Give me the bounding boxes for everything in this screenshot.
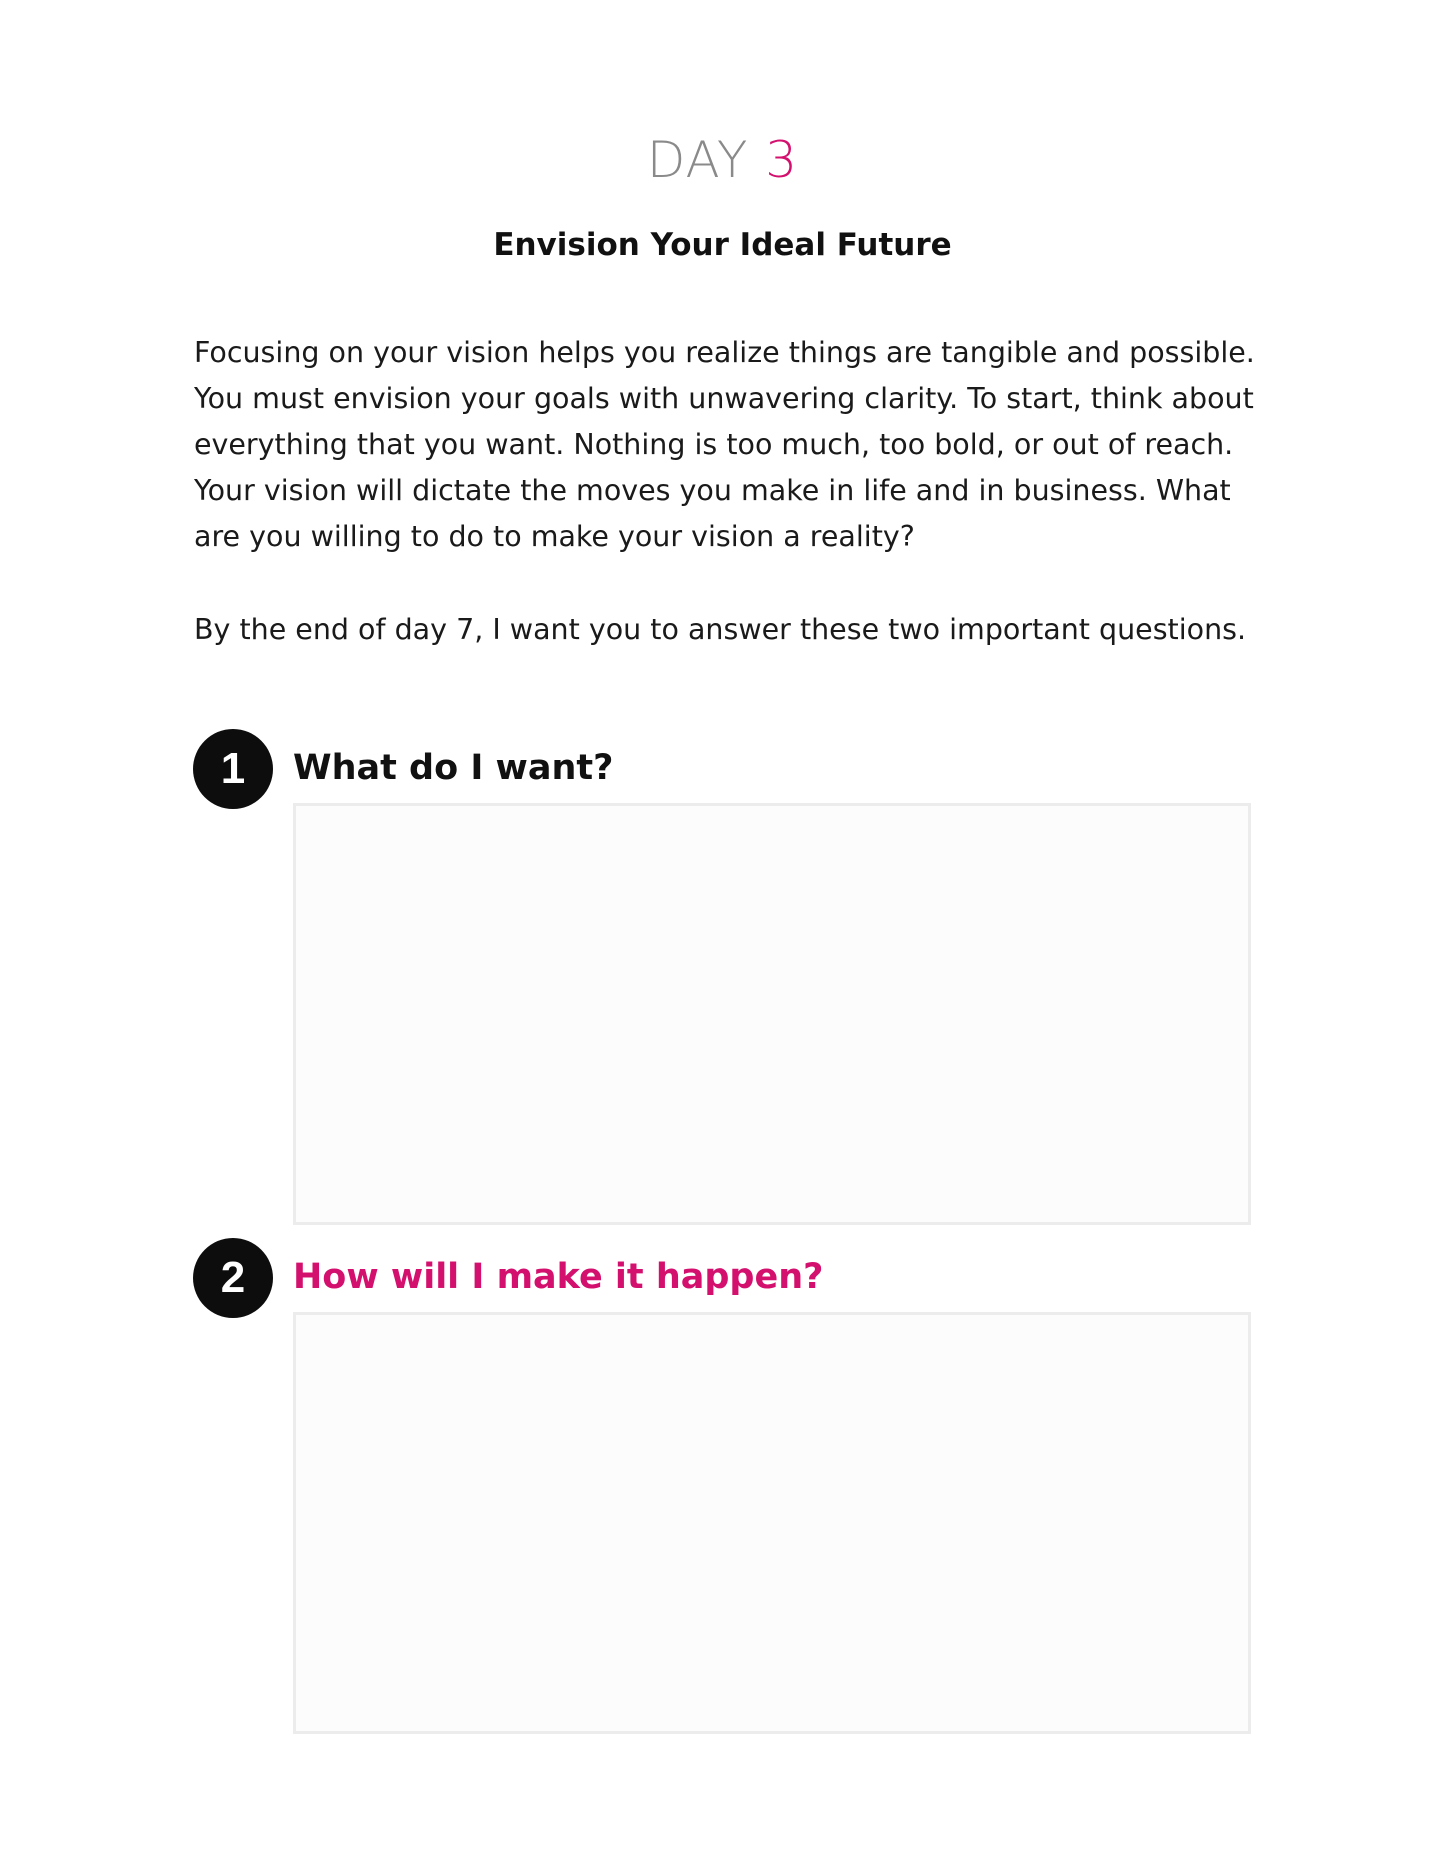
intro-paragraph: Focusing on your vision helps you realize things are tangible and possible. You must envision your goals with unwavering clarity. To start, think about everything that you want. Nothing is too much, too bold, or out of reach. Your vision will dictate the moves you make in life and in business. What are you willing to do to make your vision a reality?: [194, 336, 1255, 553]
question-2-heading: How will I make it happen?: [293, 1257, 824, 1297]
day-number: 3: [765, 131, 799, 189]
page-subtitle: Envision Your Ideal Future: [493, 227, 952, 263]
instruction-paragraph: By the end of day 7, I want you to answer these two important questions.: [194, 613, 1247, 646]
answer-box-1[interactable]: [293, 803, 1251, 1225]
day-word: DAY: [646, 131, 749, 189]
step-number-badge-1: 1: [193, 729, 273, 809]
question-1-heading: What do I want?: [293, 748, 614, 788]
step-number-badge-2: 2: [193, 1238, 273, 1318]
answer-box-2[interactable]: [293, 1312, 1251, 1734]
day-heading: [0, 130, 1445, 190]
